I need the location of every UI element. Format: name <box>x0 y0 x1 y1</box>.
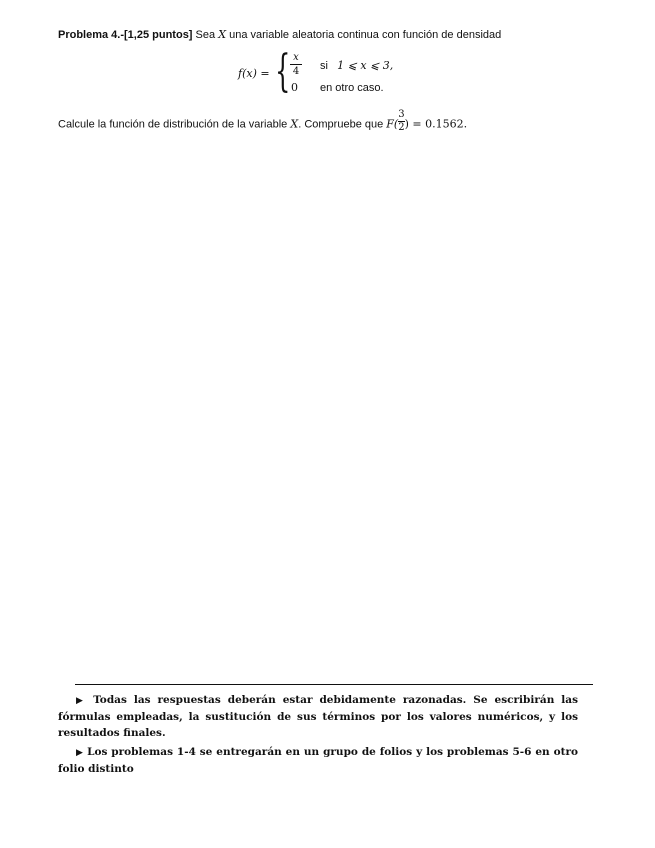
task-result: ) = 0.1562. <box>404 117 468 131</box>
case1-numerator: x <box>293 52 299 63</box>
case1-fraction <box>290 52 302 77</box>
task-statement <box>58 109 468 133</box>
case1-denominator: 4 <box>292 66 300 77</box>
case1-si: si <box>320 60 328 72</box>
problem-heading <box>58 28 618 42</box>
task-text-before: Calcule la función de distribución de la variable <box>58 118 288 131</box>
case2-condition: en otro caso. <box>320 82 384 94</box>
piecewise-brace: { <box>275 46 291 97</box>
footer-note-2-text: Los problemas 1-4 se entregarán en un grupo de folios y los problemas 5-6 en otro folio distinto <box>58 746 578 775</box>
variable-x: X <box>218 28 227 41</box>
case1-condition-expr: 1 ⩽ x ⩽ 3, <box>337 59 394 72</box>
footer-divider <box>75 684 593 685</box>
density-lhs: f(x) = <box>238 67 270 80</box>
case2-value: 0 <box>291 81 298 94</box>
task-frac-den: 2 <box>398 122 405 133</box>
task-func: F( <box>386 117 399 131</box>
footer-note-1-text: Todas las respuestas deberán estar debidamente razonadas. Se escribirán las fórmulas empleadas, la sustitución de sus términos por los valores numéricos, y los resultados finales. <box>58 694 578 739</box>
footer-note-1 <box>58 692 578 741</box>
case1-condition <box>320 59 393 72</box>
task-frac-num: 3 <box>398 109 405 120</box>
task-text-middle: . Compruebe que <box>298 118 384 131</box>
problem-intro-rest: una variable aleatoria continua con función de densidad <box>229 29 502 41</box>
triangle-bullet-icon: ▶ <box>76 748 84 758</box>
density-definition <box>238 46 438 98</box>
task-variable: X <box>290 117 299 131</box>
footer-notes <box>58 692 578 780</box>
footer-note-2 <box>58 744 578 777</box>
triangle-bullet-icon: ▶ <box>76 696 87 706</box>
problem-intro: Sea <box>195 29 216 41</box>
problem-label: Problema 4.-[1,25 puntos] <box>58 29 193 41</box>
